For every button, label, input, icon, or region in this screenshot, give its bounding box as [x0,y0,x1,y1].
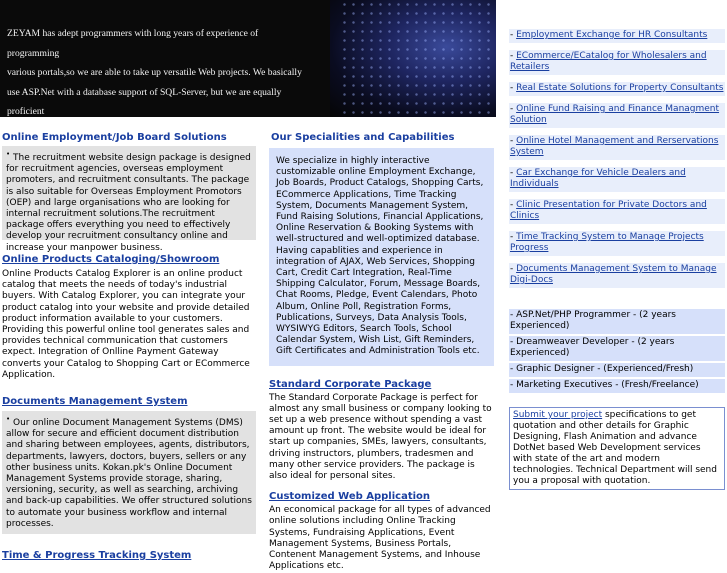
banner-line-3: use ASP.Net with a database support of SQL-Server, but we are equally proficient [7,86,282,117]
solution-link-item [509,231,725,256]
solution-link[interactable]: Online Fund Raising and Finance Managment Solution [510,104,720,125]
right-column [509,29,725,490]
submit-project-box [509,407,725,490]
solution-link[interactable]: ECommerce/ECatalog for Wholesalers and Retailers [510,51,707,72]
dash-marker: - [510,200,517,210]
banner-dots [340,0,496,117]
solution-link[interactable]: Clinic Presentation for Private Doctors and Clinics [510,200,707,221]
solution-link-item [509,82,725,96]
dash-marker: - [510,232,517,242]
job-opening-item: - Dreamweaver Developer - (2 years Experienced) [509,336,725,361]
employment-title: Online Employment/Job Board Solutions [2,132,227,143]
banner-line-1: ZEYAM has adept programmers with long years of experience of programming [7,28,259,59]
job-opening-item: - Graphic Designer - (Experienced/Fresh) [509,363,725,377]
banner-line-2: various portals,so we are able to take up versatile Web projects. We basically [7,67,302,78]
solution-link-item [509,263,725,288]
customized-app-link[interactable]: Customized Web Application [269,491,431,503]
bullet-icon: • [6,150,11,158]
submit-project-text: specifications to get quotation and other details for Graphic Designing, Flash Animation and advance DotNet based Web Development services with state of the art and modern technologies. Technical Department will send you a proposal with quotation. [513,410,717,486]
standard-package-link[interactable]: Standard Corporate Package [269,378,432,390]
employment-text: The recruitment website design package is designed for recruitment agencies, overseas employment promoters, and recruitment consultants. The package is also suitable for Overseas Employment Promotors (OEP) and large organisations who are looking for internal recruitment solutions.The recruitment package offers everything you need to effectively develop your recruitment consultancy online and increase your manpower business. [6,153,251,253]
dash-marker: - [510,104,517,114]
specialities-text: We specialize in highly interactive customizable online Employment Exchange, Job Boards, Product Catalogs, Shopping Carts, ECommerce Applications, Time Tracking System, Documents Management System, Fund Raising Solutions, Financial Applications, Online Reservation & Booking Systems with well-structured and well-optimized database. Having capablities and experience in integration of AJAX, Web Services, Shopping Cart, Credit Cart Integration, Real-Time Shipping Calculator, Forum, Message Boards, Chat Rooms, Pledge, Event Calendars, Photo Album, Online Poll, Registration Forms, Publications, Surveys, Data Analysis Tools, WYSIWYG Editors, Search Tools, School Calendar System, Wish List, Gift Reminders, Gift Certificates and Administration Tools etc. [276,156,484,357]
solutions-links-list [509,29,725,288]
specialities-box [269,148,494,366]
dash-marker: - [510,83,517,93]
catalog-text: Online Products Catalog Explorer is an online product catalog that meets the needs of today's industrial buyers. With Catalog Explorer, you can integrate your product catalog into your website and provide detailed product information available to your customers. Providing this powerful online tool generates sales and provides technical communication that customers expect. Integration of Onlline Payment Gateway converts your Catalog to Shopping Cart or ECommerce Application. [2,269,250,380]
job-opening-item: - Marketing Executives - (Fresh/Freelance) [509,379,725,393]
timetracking-link[interactable]: Time & Progress Tracking System [2,550,192,562]
dash-marker: - [510,136,517,146]
job-opening-item: - ASP.Net/PHP Programmer - (2 years Experienced) [509,309,725,334]
specialities-title: Our Specialities and Capabilities [271,132,455,143]
standard-package-text: The Standard Corporate Package is perfect for almost any small business or company looking to set up a web presence without spending a vast amount up front. The website would be ideal for start up companies, SMEs, lawyers, consultants, driving instructors, plumbers, tradesmen and many other service providers. The package is also ideal for personal sites. [269,392,492,482]
dash-marker: - [510,30,517,40]
bullet-icon: • [6,415,11,424]
dms-box [2,411,256,534]
dms-link[interactable]: Documents Management System [2,396,188,408]
banner-text [7,24,307,117]
header-banner [0,0,496,117]
dash-marker: - [510,264,517,274]
solution-link[interactable]: Documents Management System to Manage Digi-Docs [510,264,717,285]
left-column [2,132,256,561]
customized-app-text: An economical package for all types of advanced online solutions including Online Tracking Systems, Fundraising Applications, Event Management Systems, Business Portals, Contenent Management Systems, and Inhouse Applications etc. [269,505,491,572]
submit-project-link[interactable]: Submit your project [513,410,603,420]
solution-link-item [509,103,725,128]
solution-link-item [509,29,725,43]
dash-marker: - [510,51,517,61]
solution-link-item [509,135,725,160]
solution-link-item [509,50,725,75]
catalog-link[interactable]: Online Products Cataloging/Showroom [2,254,220,265]
solution-link-item [509,199,725,224]
solution-link[interactable]: Online Hotel Management and Rerservations System [510,136,719,157]
dms-text: Our online Document Management Systems (DMS) allow for secure and efficient document distribution and sharing between employees, agents, distributors, departments, lawyers, doctors, buyers, sellers or any other business units. Kokan.pk's Online Document Management Systems provide storage, sharing, versioning, security, as well as searching, archiving and back-up capabilities. We offer structured solutions to automate your business workflow and internal processes. [6,418,252,529]
job-openings-list [509,309,725,393]
solution-link-item [509,167,725,192]
employment-box [2,146,256,253]
solution-link[interactable]: Car Exchange for Vehicle Dealers and Individuals [510,168,686,189]
solution-link[interactable]: Time Tracking System to Manage Projects Progress [510,232,704,253]
dash-marker: - [510,168,517,178]
solution-link[interactable]: Employment Exchange for HR Consultants [516,30,708,40]
solution-link[interactable]: Real Estate Solutions for Property Consultants [516,83,724,93]
middle-column [269,132,494,573]
